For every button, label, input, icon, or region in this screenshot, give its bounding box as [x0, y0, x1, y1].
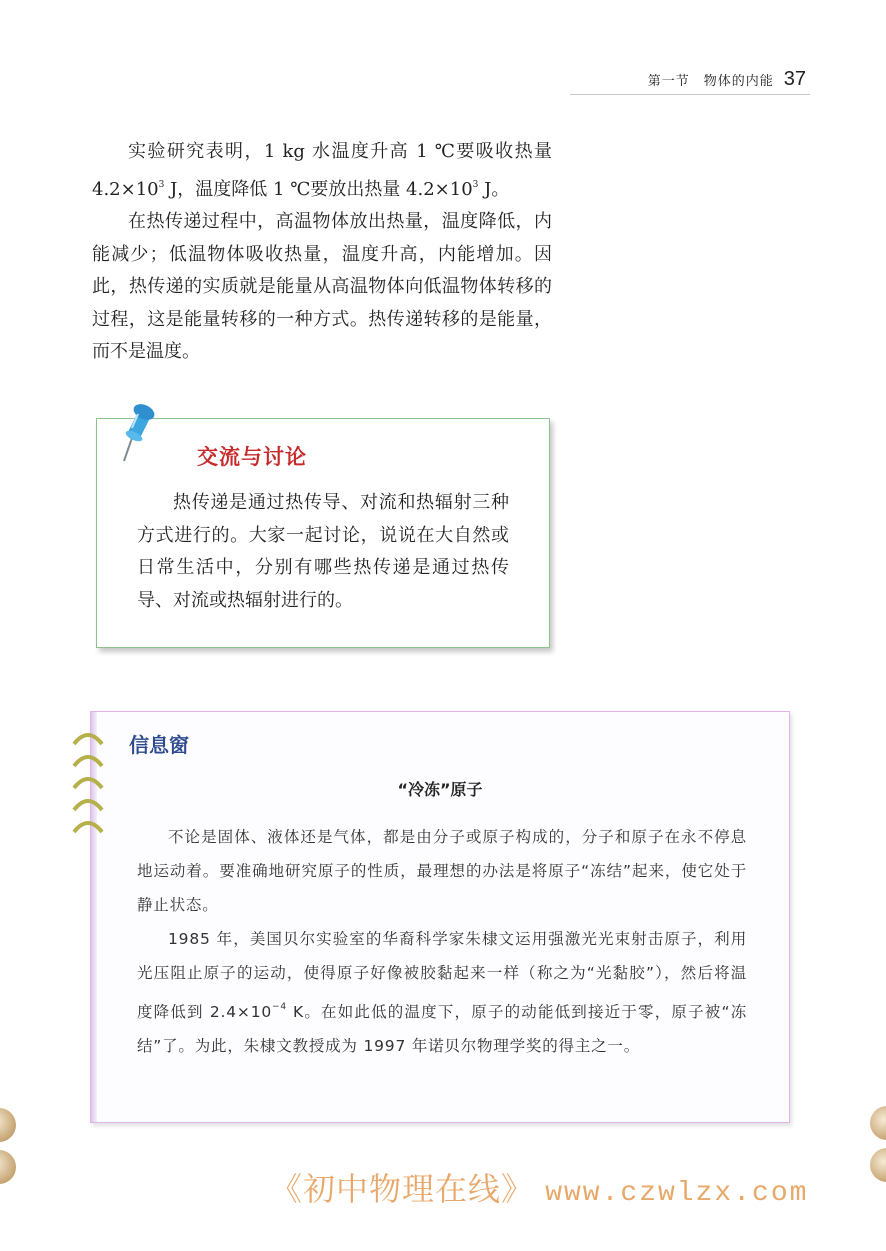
info-heading: “冷冻”原子 — [397, 780, 483, 799]
spiral-binding-icon — [70, 728, 106, 836]
watermark-url: www.czwlzx.com — [545, 1178, 809, 1209]
left-edge-decoration — [0, 1108, 16, 1142]
body-text — [92, 136, 552, 369]
right-edge-decoration — [870, 1106, 886, 1140]
info-window-label: 信息窗 — [129, 733, 189, 757]
right-edge-decoration — [870, 1148, 886, 1182]
info-paragraph-2: 1985 年，美国贝尔实验室的华裔科学家朱棣文运用强激光光束射击原子，利用光压阻止原子的运动，使得原子好像被胶黏起来一样（称之为“光黏胶”），然后将温度降低到 $2.4\times 10^{-4}$ K。在如此低的温度下，原子的动能低到接近于零，原子被“冻结”了。为此，朱棣文教授成为 1997 年诺贝尔物理学奖的得主之一。 — [137, 930, 747, 1055]
paragraph-1: 实验研究表明，1 kg 水温度升高 1 ℃要吸收热量 $4.2\times 10^3$ J，温度降低 1 ℃要放出热量 $4.2\times 10^3$ J。 — [92, 141, 552, 200]
left-edge-decoration — [0, 1150, 16, 1184]
watermark-site: 《初中物理在线》 — [270, 1170, 535, 1208]
page-header — [648, 68, 806, 92]
discussion-title: 交流与讨论 — [197, 444, 307, 469]
paragraph-2: 在热传递过程中，高温物体放出热量，温度降低，内能减少；低温物体吸收热量，温度升高，内能增加。因此，热传递的实质就是能量从高温物体向低温物体转移的过程，这是能量转移的一种方式。热传递转移的是能量，而不是温度。 — [92, 211, 552, 362]
info-window — [90, 711, 790, 1123]
page-number: 37 — [783, 68, 806, 90]
watermark — [270, 1164, 808, 1210]
header-rule — [570, 94, 810, 95]
pushpin-icon — [118, 398, 164, 464]
info-paragraph-1: 不论是固体、液体还是气体，都是由分子或原子构成的，分子和原子在永不停息地运动着。要准确地研究原子的性质，最理想的办法是将原子“冻结”起来，使它处于静止状态。 — [137, 828, 747, 914]
info-text — [137, 820, 747, 1063]
section-title: 第一节 物体的内能 — [647, 74, 774, 89]
discussion-box — [96, 418, 550, 648]
discussion-text: 热传递是通过热传导、对流和热辐射三种方式进行的。大家一起讨论，说说在大自然或日常生活中，分别有哪些热传递是通过热传导、对流或热辐射进行的。 — [137, 492, 509, 611]
